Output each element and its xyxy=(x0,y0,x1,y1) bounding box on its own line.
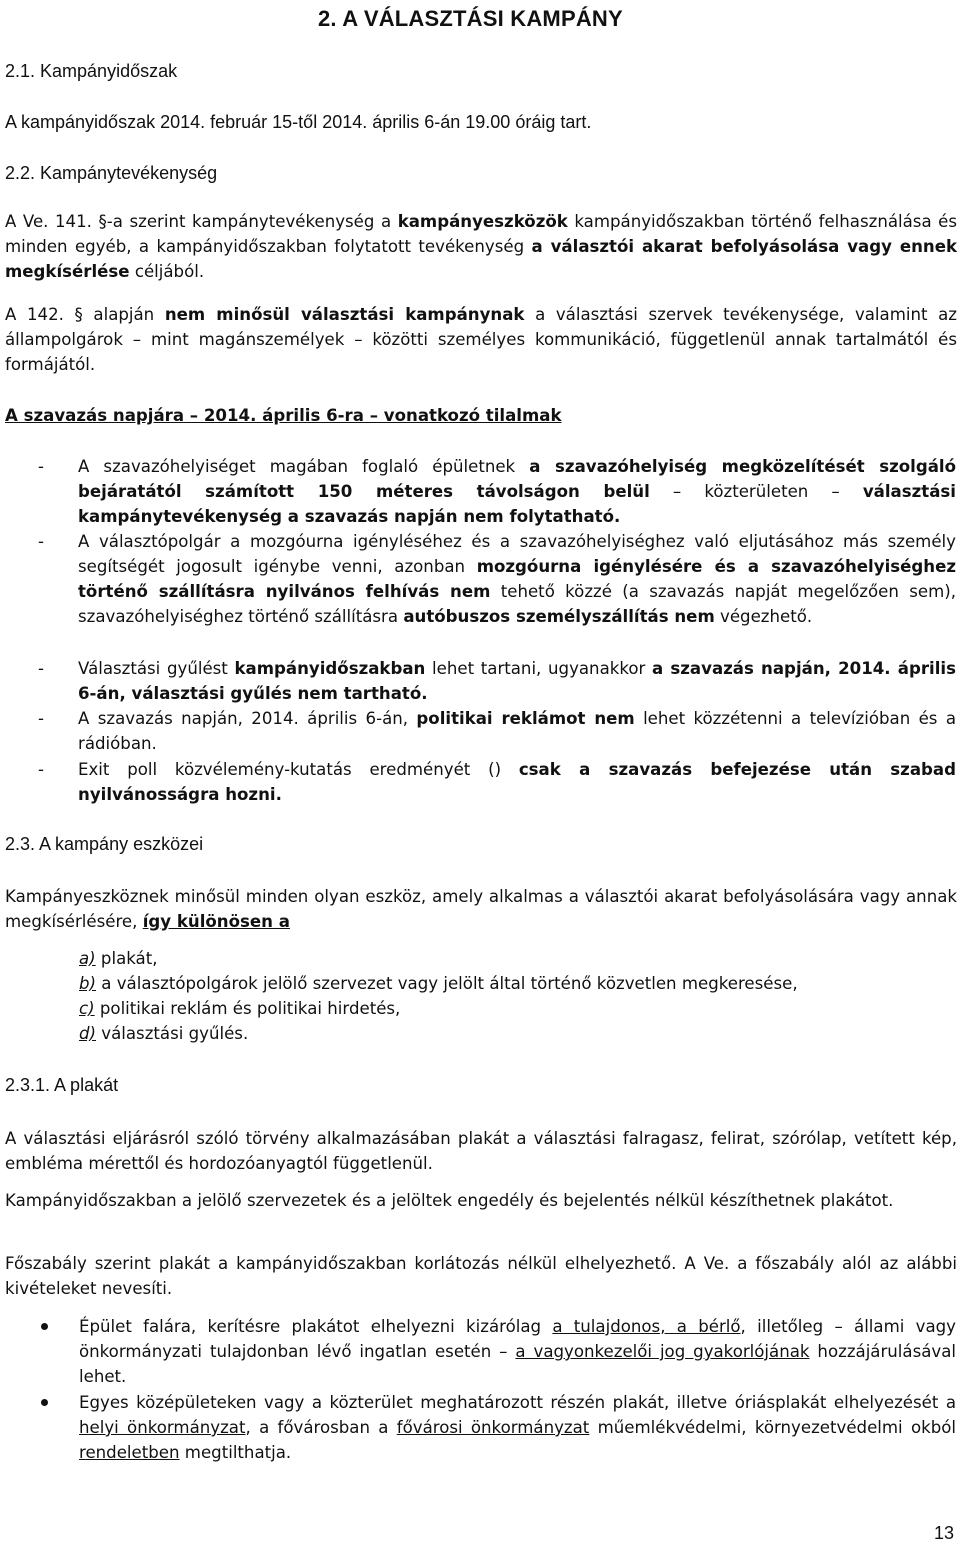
bullet-icon xyxy=(41,1399,48,1406)
ban-item-polling-distance: - A szavazóhelyiséget magában foglaló épületnek a szavazóhelyiség megközelítését szolgáló bejáratától számított 150 méteres távolságon belül – közterületen – választási kampánytevékenység a szavazás napján nem folytatható. xyxy=(38,457,957,526)
ban-item-exit-poll: - Exit poll közvélemény-kutatás eredményét () csak a szavazás befejezése után szabad nyilvánosságra hozni. xyxy=(38,760,956,804)
ban-item-rally: - Választási gyűlést kampányidőszakban lehet tartani, ugyanakkor a szavazás napján, 2014. április 6-án, választási gyűlés nem tartható. xyxy=(38,659,956,703)
ban-item-mobile-ballot: - A választópolgár a mozgóurna igényléséhez és a szavazóhelyiséghez való eljutásához más személy segítségét jogosult igénybe venni, azonban mozgóurna igénylésére és a szavazóhelyiséghez történő szállításra nyilvános felhívás nem tehető közzé (a szavazás napját megelőzően sem), szavazóhelyiséghez történő szállításra autóbuszos személyszállítás nem végezhető. xyxy=(38,532,956,626)
campaign-tool-item: a) plakát, xyxy=(79,949,158,968)
poster-permission-paragraph: Kampányidőszakban a jelölő szervezetek és a jelöltek engedély és bejelentés nélkül készíthetnek plakátot. xyxy=(5,1191,894,1210)
paragraph-ve-142: A 142. § alapján nem minősül választási kampánynak a választási szervek tevékenysége, valamint az állampolgárok – mint magánszemélyek – közötti személyes kommunikáció, függetlenül annak tartalmától és formájától. xyxy=(5,305,957,374)
section-heading-2-2: 2.2. Kampánytevékenység xyxy=(5,163,218,183)
bullet-icon xyxy=(41,1323,48,1330)
poster-definition-paragraph: A választási eljárásról szóló törvény alkalmazásában plakát a választási falragasz, felirat, szórólap, vetített kép, embléma mérettől és hordozóanyagtól függetlenül. xyxy=(5,1129,957,1173)
campaign-period-text: A kampányidőszak 2014. február 15-től 2014. április 6-án 19.00 óráig tart. xyxy=(5,112,592,132)
section-heading-2-3-1: 2.3.1. A plakát xyxy=(5,1075,119,1095)
section-heading-2-3: 2.3. A kampány eszközei xyxy=(5,834,204,854)
poster-exception-item: Épület falára, kerítésre plakátot elhelyezni kizárólag a tulajdonos, a bérlő, illetőleg – állami vagy önkormányzati tulajdonban lévő ingatlan esetén – a vagyonkezelői jog gyakorlójának hozzájárulásával lehet. xyxy=(38,1314,956,1389)
paragraph-ve-141: A Ve. 141. §-a szerint kampánytevékenység a kampányeszközök kampányidőszakban történő felhasználása és minden egyéb, a kampányidőszakban folytatott tevékenység a választói akarat befolyásolása vagy ennek megkísérlése céljából. xyxy=(5,212,958,281)
page-number: 13 xyxy=(933,1523,954,1543)
campaign-tools-intro: Kampányeszköznek minősül minden olyan eszköz, amely alkalmas a választói akarat befolyásolására vagy annak megkísérlésére, így különösen a xyxy=(5,887,957,931)
campaign-tool-item: c) politikai reklám és politikai hirdetés, xyxy=(79,999,401,1018)
ban-heading: A szavazás napjára – 2014. április 6-ra – vonatkozó tilalmak xyxy=(5,406,562,425)
campaign-tool-item: d) választási gyűlés. xyxy=(79,1024,249,1043)
campaign-tool-item: b) a választópolgárok jelölő szervezet vagy jelölt által történő közvetlen megkeresése, xyxy=(79,974,798,993)
section-heading-2-1: 2.1. Kampányidőszak xyxy=(5,61,178,81)
chapter-title: 2. A VÁLASZTÁSI KAMPÁNY xyxy=(318,6,623,31)
poster-rule-paragraph: Főszabály szerint plakát a kampányidőszakban korlátozás nélkül elhelyezhető. A Ve. a főszabály alól az alábbi kivételeket nevesíti. xyxy=(5,1254,957,1298)
poster-exception-item: Egyes középületeken vagy a közterület meghatározott részén plakát, illetve óriásplakát elhelyezését a helyi önkormányzat, a fővárosban a fővárosi önkormányzat műemlékvédelmi, környezetvédelmi okból rendeletben megtilthatja. xyxy=(38,1390,956,1465)
ban-item-political-ads: - A szavazás napján, 2014. április 6-án, politikai reklámot nem lehet közzétenni a televízióban és a rádióban. xyxy=(38,709,956,753)
